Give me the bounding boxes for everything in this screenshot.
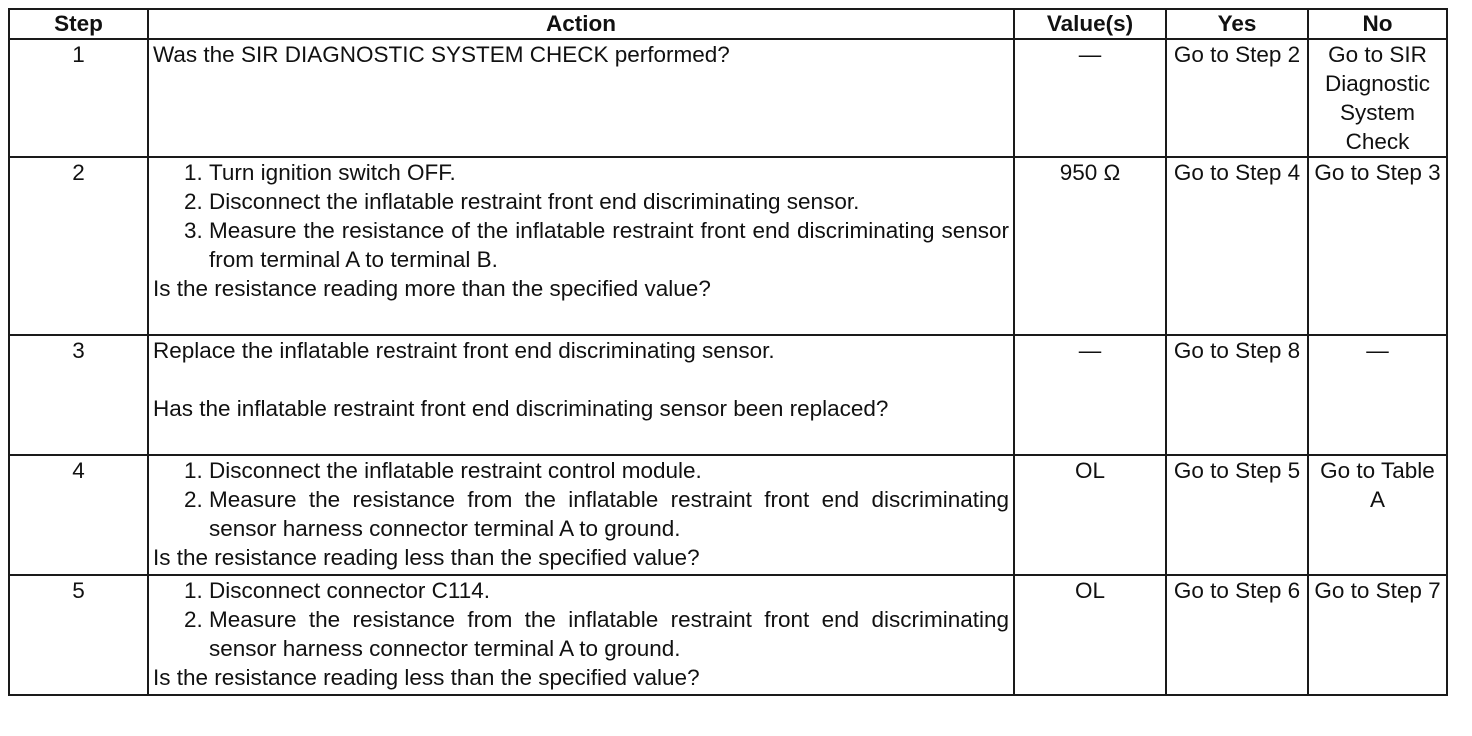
spacer bbox=[153, 365, 1009, 394]
action-text: Replace the inflatable restraint front end discriminating sensor. bbox=[153, 338, 775, 363]
action-step-item: 2. Disconnect the inflatable restraint front end discriminating sensor. bbox=[209, 187, 1009, 216]
yes-cell: Go to Step 5 bbox=[1166, 455, 1308, 575]
action-question: Is the resistance reading less than the specified value? bbox=[153, 665, 700, 690]
step-number: 4 bbox=[9, 455, 148, 575]
header-row bbox=[9, 9, 1447, 39]
action-steps bbox=[153, 158, 1009, 274]
header-step: Step bbox=[9, 9, 148, 39]
yes-cell: Go to Step 8 bbox=[1166, 335, 1308, 455]
header-yes: Yes bbox=[1166, 9, 1308, 39]
diagnostic-table bbox=[8, 8, 1448, 696]
action-step-item: 1. Disconnect connector C114. bbox=[209, 576, 1009, 605]
value-cell: OL bbox=[1014, 575, 1166, 695]
action-cell bbox=[148, 157, 1014, 335]
step-number: 1 bbox=[9, 39, 148, 157]
step-number: 3 bbox=[9, 335, 148, 455]
no-cell: Go to SIR Diagnostic System Check bbox=[1308, 39, 1447, 157]
action-question: Is the resistance reading more than the specified value? bbox=[153, 276, 711, 301]
action-question: Has the inflatable restraint front end discriminating sensor been replaced? bbox=[153, 396, 889, 421]
yes-cell: Go to Step 4 bbox=[1166, 157, 1308, 335]
action-step-item: 3. Measure the resistance of the inflatable restraint front end discriminating sensor from terminal A to terminal B. bbox=[209, 216, 1009, 274]
action-step-item: 2. Measure the resistance from the inflatable restraint front end discriminating sensor harness connector terminal A to ground. bbox=[209, 485, 1009, 543]
yes-cell: Go to Step 6 bbox=[1166, 575, 1308, 695]
table-row bbox=[9, 39, 1447, 157]
action-text: Was the SIR DIAGNOSTIC SYSTEM CHECK performed? bbox=[153, 42, 730, 67]
table-row bbox=[9, 455, 1447, 575]
diagnostic-table-sheet bbox=[8, 8, 1448, 696]
action-steps bbox=[153, 576, 1009, 663]
action-cell bbox=[148, 335, 1014, 455]
table-row bbox=[9, 157, 1447, 335]
yes-cell: Go to Step 2 bbox=[1166, 39, 1308, 157]
action-step-item: 1. Disconnect the inflatable restraint control module. bbox=[209, 456, 1009, 485]
action-step-item: 1. Turn ignition switch OFF. bbox=[209, 158, 1009, 187]
step-number: 2 bbox=[9, 157, 148, 335]
header-action: Action bbox=[148, 9, 1014, 39]
value-cell: — bbox=[1014, 335, 1166, 455]
value-cell: — bbox=[1014, 39, 1166, 157]
header-values: Value(s) bbox=[1014, 9, 1166, 39]
action-steps bbox=[153, 456, 1009, 543]
no-cell: Go to Step 7 bbox=[1308, 575, 1447, 695]
no-cell: Go to Step 3 bbox=[1308, 157, 1447, 335]
value-cell: 950 Ω bbox=[1014, 157, 1166, 335]
action-cell bbox=[148, 39, 1014, 157]
action-step-item: 2. Measure the resistance from the inflatable restraint front end discriminating sensor harness connector terminal A to ground. bbox=[209, 605, 1009, 663]
no-cell: Go to Table A bbox=[1308, 455, 1447, 575]
no-cell: — bbox=[1308, 335, 1447, 455]
table-row bbox=[9, 335, 1447, 455]
value-cell: OL bbox=[1014, 455, 1166, 575]
header-no: No bbox=[1308, 9, 1447, 39]
action-question: Is the resistance reading less than the specified value? bbox=[153, 545, 700, 570]
action-cell bbox=[148, 575, 1014, 695]
action-cell bbox=[148, 455, 1014, 575]
table-row bbox=[9, 575, 1447, 695]
step-number: 5 bbox=[9, 575, 148, 695]
